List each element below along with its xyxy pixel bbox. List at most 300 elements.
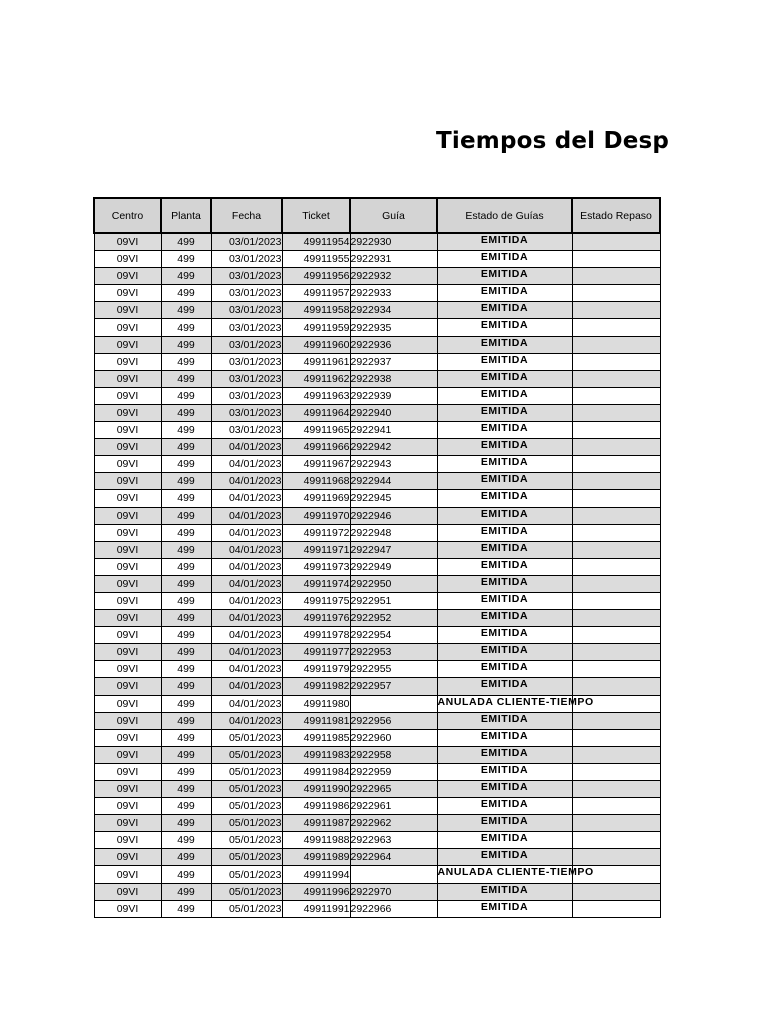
cell-guia: 2922934: [350, 302, 437, 319]
cell-fecha: 03/01/2023: [211, 268, 282, 285]
cell-ticket: 49911989: [282, 849, 350, 866]
cell-ticket: 49911975: [282, 592, 350, 609]
cell-estado-guias: EMITIDA: [437, 627, 572, 644]
cell-guia: 2922956: [350, 712, 437, 729]
cell-estado-guias: EMITIDA: [437, 610, 572, 627]
cell-ticket: 49911961: [282, 353, 350, 370]
cell-planta: 499: [161, 490, 211, 507]
cell-guia: 2922932: [350, 268, 437, 285]
cell-fecha: 04/01/2023: [211, 575, 282, 592]
cell-guia: 2922939: [350, 387, 437, 404]
cell-fecha: 05/01/2023: [211, 866, 282, 883]
cell-estado-repaso: [572, 712, 660, 729]
cell-planta: 499: [161, 473, 211, 490]
cell-fecha: 03/01/2023: [211, 370, 282, 387]
cell-planta: 499: [161, 781, 211, 798]
cell-centro: 09VI: [94, 268, 161, 285]
header-centro: Centro: [94, 198, 161, 233]
cell-guia: 2922947: [350, 541, 437, 558]
cell-guia: 2922936: [350, 336, 437, 353]
cell-centro: 09VI: [94, 746, 161, 763]
cell-ticket: 49911960: [282, 336, 350, 353]
cell-estado-repaso: [572, 319, 660, 336]
table-row: [94, 524, 660, 541]
cell-estado-repaso: [572, 661, 660, 678]
header-ticket: Ticket: [282, 198, 350, 233]
cell-estado-guias: EMITIDA: [437, 592, 572, 609]
cell-estado-guias: EMITIDA: [437, 746, 572, 763]
table-row: [94, 268, 660, 285]
cell-ticket: 49911985: [282, 729, 350, 746]
cell-centro: 09VI: [94, 883, 161, 900]
cell-estado-guias: EMITIDA: [437, 268, 572, 285]
cell-centro: 09VI: [94, 336, 161, 353]
table-row: [94, 695, 660, 712]
cell-estado-guias: EMITIDA: [437, 507, 572, 524]
cell-centro: 09VI: [94, 507, 161, 524]
cell-guia: 2922937: [350, 353, 437, 370]
table-row: [94, 251, 660, 268]
cell-planta: 499: [161, 268, 211, 285]
cell-estado-repaso: [572, 849, 660, 866]
cell-planta: 499: [161, 661, 211, 678]
cell-planta: 499: [161, 233, 211, 251]
cell-estado-repaso: [572, 746, 660, 763]
cell-centro: 09VI: [94, 302, 161, 319]
cell-fecha: 03/01/2023: [211, 302, 282, 319]
cell-estado-repaso: [572, 302, 660, 319]
cell-estado-repaso: [572, 524, 660, 541]
cell-guia: 2922944: [350, 473, 437, 490]
cell-centro: 09VI: [94, 900, 161, 917]
cell-ticket: 49911988: [282, 832, 350, 849]
cell-planta: 499: [161, 763, 211, 780]
cell-estado-repaso: [572, 268, 660, 285]
cell-fecha: 04/01/2023: [211, 592, 282, 609]
cell-centro: 09VI: [94, 815, 161, 832]
cell-fecha: 03/01/2023: [211, 422, 282, 439]
cell-estado-guias: EMITIDA: [437, 319, 572, 336]
cell-centro: 09VI: [94, 233, 161, 251]
table-row: [94, 866, 660, 883]
cell-planta: 499: [161, 849, 211, 866]
table-row: [94, 541, 660, 558]
cell-ticket: 49911955: [282, 251, 350, 268]
table-row: [94, 661, 660, 678]
cell-centro: 09VI: [94, 575, 161, 592]
table-body: [94, 233, 660, 917]
cell-planta: 499: [161, 627, 211, 644]
cell-fecha: 04/01/2023: [211, 473, 282, 490]
cell-centro: 09VI: [94, 422, 161, 439]
cell-centro: 09VI: [94, 285, 161, 302]
cell-estado-guias: EMITIDA: [437, 524, 572, 541]
cell-fecha: 04/01/2023: [211, 456, 282, 473]
cell-guia: 2922951: [350, 592, 437, 609]
cell-fecha: 03/01/2023: [211, 233, 282, 251]
table-row: [94, 832, 660, 849]
header-planta: Planta: [161, 198, 211, 233]
cell-estado-repaso: [572, 507, 660, 524]
table-row: [94, 849, 660, 866]
cell-estado-guias: EMITIDA: [437, 370, 572, 387]
cell-guia: 2922946: [350, 507, 437, 524]
cell-estado-repaso: [572, 575, 660, 592]
cell-ticket: 49911972: [282, 524, 350, 541]
cell-estado-guias: EMITIDA: [437, 712, 572, 729]
cell-ticket: 49911957: [282, 285, 350, 302]
table-row: [94, 712, 660, 729]
cell-ticket: 49911958: [282, 302, 350, 319]
cell-ticket: 49911987: [282, 815, 350, 832]
cell-estado-guias: EMITIDA: [437, 849, 572, 866]
cell-ticket: 49911962: [282, 370, 350, 387]
cell-fecha: 05/01/2023: [211, 798, 282, 815]
cell-fecha: 05/01/2023: [211, 832, 282, 849]
cell-estado-guias: EMITIDA: [437, 251, 572, 268]
cell-planta: 499: [161, 422, 211, 439]
cell-fecha: 04/01/2023: [211, 524, 282, 541]
cell-fecha: 04/01/2023: [211, 439, 282, 456]
table-row: [94, 422, 660, 439]
cell-ticket: 49911990: [282, 781, 350, 798]
table-row: [94, 644, 660, 661]
cell-centro: 09VI: [94, 592, 161, 609]
cell-estado-repaso: [572, 285, 660, 302]
cell-estado-guias: EMITIDA: [437, 473, 572, 490]
cell-guia: [350, 695, 437, 712]
cell-guia: 2922943: [350, 456, 437, 473]
table-row: [94, 233, 660, 251]
cell-guia: 2922957: [350, 678, 437, 695]
cell-ticket: 49911969: [282, 490, 350, 507]
cell-fecha: 04/01/2023: [211, 695, 282, 712]
cell-planta: 499: [161, 456, 211, 473]
cell-estado-guias: ANULADA CLIENTE-TIEMPO: [437, 866, 572, 883]
cell-estado-repaso: [572, 592, 660, 609]
table-row: [94, 729, 660, 746]
cell-planta: 499: [161, 541, 211, 558]
cell-estado-repaso: [572, 610, 660, 627]
cell-centro: 09VI: [94, 644, 161, 661]
cell-planta: 499: [161, 302, 211, 319]
cell-estado-guias: EMITIDA: [437, 456, 572, 473]
cell-centro: 09VI: [94, 712, 161, 729]
cell-fecha: 05/01/2023: [211, 781, 282, 798]
cell-centro: 09VI: [94, 866, 161, 883]
table-row: [94, 456, 660, 473]
header-guia: Guía: [350, 198, 437, 233]
table-row: [94, 302, 660, 319]
cell-fecha: 05/01/2023: [211, 746, 282, 763]
cell-fecha: 05/01/2023: [211, 815, 282, 832]
cell-ticket: 49911974: [282, 575, 350, 592]
cell-ticket: 49911977: [282, 644, 350, 661]
cell-ticket: 49911979: [282, 661, 350, 678]
cell-centro: 09VI: [94, 473, 161, 490]
cell-planta: 499: [161, 798, 211, 815]
cell-fecha: 05/01/2023: [211, 900, 282, 917]
cell-fecha: 03/01/2023: [211, 319, 282, 336]
table-row: [94, 353, 660, 370]
cell-planta: 499: [161, 285, 211, 302]
cell-ticket: 49911971: [282, 541, 350, 558]
cell-estado-repaso: [572, 387, 660, 404]
cell-guia: 2922953: [350, 644, 437, 661]
cell-estado-guias: EMITIDA: [437, 798, 572, 815]
table-row: [94, 404, 660, 421]
cell-estado-repaso: [572, 439, 660, 456]
cell-centro: 09VI: [94, 695, 161, 712]
cell-estado-repaso: [572, 763, 660, 780]
cell-centro: 09VI: [94, 387, 161, 404]
table-row: [94, 507, 660, 524]
cell-fecha: 05/01/2023: [211, 849, 282, 866]
cell-planta: 499: [161, 592, 211, 609]
cell-guia: 2922941: [350, 422, 437, 439]
cell-guia: 2922949: [350, 558, 437, 575]
cell-centro: 09VI: [94, 849, 161, 866]
cell-estado-repaso: [572, 490, 660, 507]
cell-centro: 09VI: [94, 319, 161, 336]
cell-estado-repaso: [572, 422, 660, 439]
page-title: Tiempos del Desp: [436, 128, 670, 154]
cell-guia: 2922958: [350, 746, 437, 763]
cell-estado-guias: EMITIDA: [437, 781, 572, 798]
cell-fecha: 04/01/2023: [211, 712, 282, 729]
cell-estado-guias: EMITIDA: [437, 541, 572, 558]
cell-estado-repaso: [572, 798, 660, 815]
cell-estado-guias: EMITIDA: [437, 302, 572, 319]
cell-guia: 2922930: [350, 233, 437, 251]
cell-planta: 499: [161, 558, 211, 575]
cell-fecha: 03/01/2023: [211, 353, 282, 370]
cell-estado-repaso: [572, 541, 660, 558]
cell-ticket: 49911965: [282, 422, 350, 439]
cell-ticket: 49911994: [282, 866, 350, 883]
cell-guia: 2922942: [350, 439, 437, 456]
cell-centro: 09VI: [94, 490, 161, 507]
table-row: [94, 627, 660, 644]
cell-ticket: 49911991: [282, 900, 350, 917]
cell-guia: 2922945: [350, 490, 437, 507]
cell-estado-repaso: [572, 473, 660, 490]
table-row: [94, 387, 660, 404]
cell-planta: 499: [161, 507, 211, 524]
cell-estado-guias: ANULADA CLIENTE-TIEMPO: [437, 695, 572, 712]
cell-fecha: 03/01/2023: [211, 336, 282, 353]
cell-guia: 2922961: [350, 798, 437, 815]
cell-estado-repaso: [572, 558, 660, 575]
cell-guia: 2922940: [350, 404, 437, 421]
cell-estado-guias: EMITIDA: [437, 883, 572, 900]
cell-fecha: 04/01/2023: [211, 490, 282, 507]
cell-ticket: 49911968: [282, 473, 350, 490]
cell-guia: 2922948: [350, 524, 437, 541]
cell-ticket: 49911983: [282, 746, 350, 763]
cell-fecha: 04/01/2023: [211, 678, 282, 695]
table-row: [94, 798, 660, 815]
cell-guia: 2922964: [350, 849, 437, 866]
table-row: [94, 592, 660, 609]
cell-fecha: 04/01/2023: [211, 610, 282, 627]
cell-fecha: 05/01/2023: [211, 763, 282, 780]
cell-estado-repaso: [572, 404, 660, 421]
cell-estado-guias: EMITIDA: [437, 439, 572, 456]
cell-ticket: 49911976: [282, 610, 350, 627]
cell-planta: 499: [161, 387, 211, 404]
cell-fecha: 05/01/2023: [211, 883, 282, 900]
cell-ticket: 49911996: [282, 883, 350, 900]
cell-centro: 09VI: [94, 798, 161, 815]
cell-centro: 09VI: [94, 610, 161, 627]
cell-estado-guias: EMITIDA: [437, 404, 572, 421]
cell-estado-guias: EMITIDA: [437, 763, 572, 780]
cell-estado-guias: EMITIDA: [437, 353, 572, 370]
cell-guia: [350, 866, 437, 883]
cell-planta: 499: [161, 336, 211, 353]
cell-fecha: 04/01/2023: [211, 627, 282, 644]
cell-fecha: 03/01/2023: [211, 387, 282, 404]
cell-ticket: 49911982: [282, 678, 350, 695]
cell-estado-guias: EMITIDA: [437, 661, 572, 678]
cell-centro: 09VI: [94, 353, 161, 370]
cell-estado-guias: EMITIDA: [437, 422, 572, 439]
cell-centro: 09VI: [94, 729, 161, 746]
cell-planta: 499: [161, 832, 211, 849]
cell-guia: 2922935: [350, 319, 437, 336]
cell-estado-guias: EMITIDA: [437, 575, 572, 592]
cell-estado-repaso: [572, 627, 660, 644]
cell-centro: 09VI: [94, 370, 161, 387]
cell-ticket: 49911966: [282, 439, 350, 456]
table-row: [94, 336, 660, 353]
cell-planta: 499: [161, 678, 211, 695]
cell-centro: 09VI: [94, 661, 161, 678]
cell-estado-repaso: [572, 233, 660, 251]
cell-estado-repaso: [572, 900, 660, 917]
table-row: [94, 678, 660, 695]
cell-fecha: 04/01/2023: [211, 644, 282, 661]
cell-ticket: 49911964: [282, 404, 350, 421]
cell-planta: 499: [161, 319, 211, 336]
cell-guia: 2922950: [350, 575, 437, 592]
cell-estado-guias: EMITIDA: [437, 558, 572, 575]
cell-planta: 499: [161, 524, 211, 541]
cell-planta: 499: [161, 900, 211, 917]
cell-estado-guias: EMITIDA: [437, 336, 572, 353]
cell-guia: 2922959: [350, 763, 437, 780]
cell-ticket: 49911986: [282, 798, 350, 815]
cell-planta: 499: [161, 251, 211, 268]
cell-planta: 499: [161, 575, 211, 592]
cell-ticket: 49911967: [282, 456, 350, 473]
cell-centro: 09VI: [94, 541, 161, 558]
dispatch-table: [93, 197, 661, 918]
cell-ticket: 49911956: [282, 268, 350, 285]
cell-guia: 2922966: [350, 900, 437, 917]
cell-planta: 499: [161, 883, 211, 900]
table-row: [94, 285, 660, 302]
table-row: [94, 575, 660, 592]
cell-planta: 499: [161, 866, 211, 883]
cell-estado-repaso: [572, 781, 660, 798]
cell-guia: 2922931: [350, 251, 437, 268]
header-estado-repaso: Estado Repaso: [572, 198, 660, 233]
cell-estado-repaso: [572, 370, 660, 387]
cell-estado-repaso: [572, 815, 660, 832]
cell-guia: 2922962: [350, 815, 437, 832]
cell-planta: 499: [161, 644, 211, 661]
cell-estado-repaso: [572, 729, 660, 746]
table-row: [94, 473, 660, 490]
cell-centro: 09VI: [94, 439, 161, 456]
cell-fecha: 03/01/2023: [211, 285, 282, 302]
cell-estado-repaso: [572, 336, 660, 353]
cell-fecha: 04/01/2023: [211, 558, 282, 575]
cell-ticket: 49911978: [282, 627, 350, 644]
cell-planta: 499: [161, 610, 211, 627]
cell-guia: 2922938: [350, 370, 437, 387]
cell-fecha: 03/01/2023: [211, 404, 282, 421]
cell-ticket: 49911981: [282, 712, 350, 729]
cell-centro: 09VI: [94, 524, 161, 541]
cell-estado-guias: EMITIDA: [437, 490, 572, 507]
cell-estado-repaso: [572, 251, 660, 268]
cell-centro: 09VI: [94, 558, 161, 575]
cell-estado-repaso: [572, 456, 660, 473]
cell-guia: 2922963: [350, 832, 437, 849]
cell-centro: 09VI: [94, 251, 161, 268]
cell-fecha: 04/01/2023: [211, 661, 282, 678]
cell-guia: 2922960: [350, 729, 437, 746]
cell-guia: 2922954: [350, 627, 437, 644]
cell-ticket: 49911970: [282, 507, 350, 524]
cell-ticket: 49911984: [282, 763, 350, 780]
cell-centro: 09VI: [94, 832, 161, 849]
cell-estado-repaso: [572, 883, 660, 900]
cell-estado-guias: EMITIDA: [437, 815, 572, 832]
cell-guia: 2922933: [350, 285, 437, 302]
cell-planta: 499: [161, 370, 211, 387]
header-estado-guias: Estado de Guías: [437, 198, 572, 233]
cell-ticket: 49911959: [282, 319, 350, 336]
table-row: [94, 746, 660, 763]
table-row: [94, 610, 660, 627]
cell-fecha: 04/01/2023: [211, 507, 282, 524]
cell-estado-repaso: [572, 644, 660, 661]
cell-guia: 2922970: [350, 883, 437, 900]
table-row: [94, 319, 660, 336]
table-header: [94, 198, 660, 233]
cell-guia: 2922955: [350, 661, 437, 678]
cell-planta: 499: [161, 746, 211, 763]
cell-estado-repaso: [572, 832, 660, 849]
cell-planta: 499: [161, 712, 211, 729]
cell-estado-guias: EMITIDA: [437, 729, 572, 746]
table-row: [94, 763, 660, 780]
cell-guia: 2922965: [350, 781, 437, 798]
cell-centro: 09VI: [94, 678, 161, 695]
table-row: [94, 490, 660, 507]
cell-centro: 09VI: [94, 763, 161, 780]
table-row: [94, 439, 660, 456]
table-row: [94, 883, 660, 900]
cell-fecha: 03/01/2023: [211, 251, 282, 268]
cell-ticket: 49911963: [282, 387, 350, 404]
cell-planta: 499: [161, 353, 211, 370]
cell-estado-repaso: [572, 353, 660, 370]
